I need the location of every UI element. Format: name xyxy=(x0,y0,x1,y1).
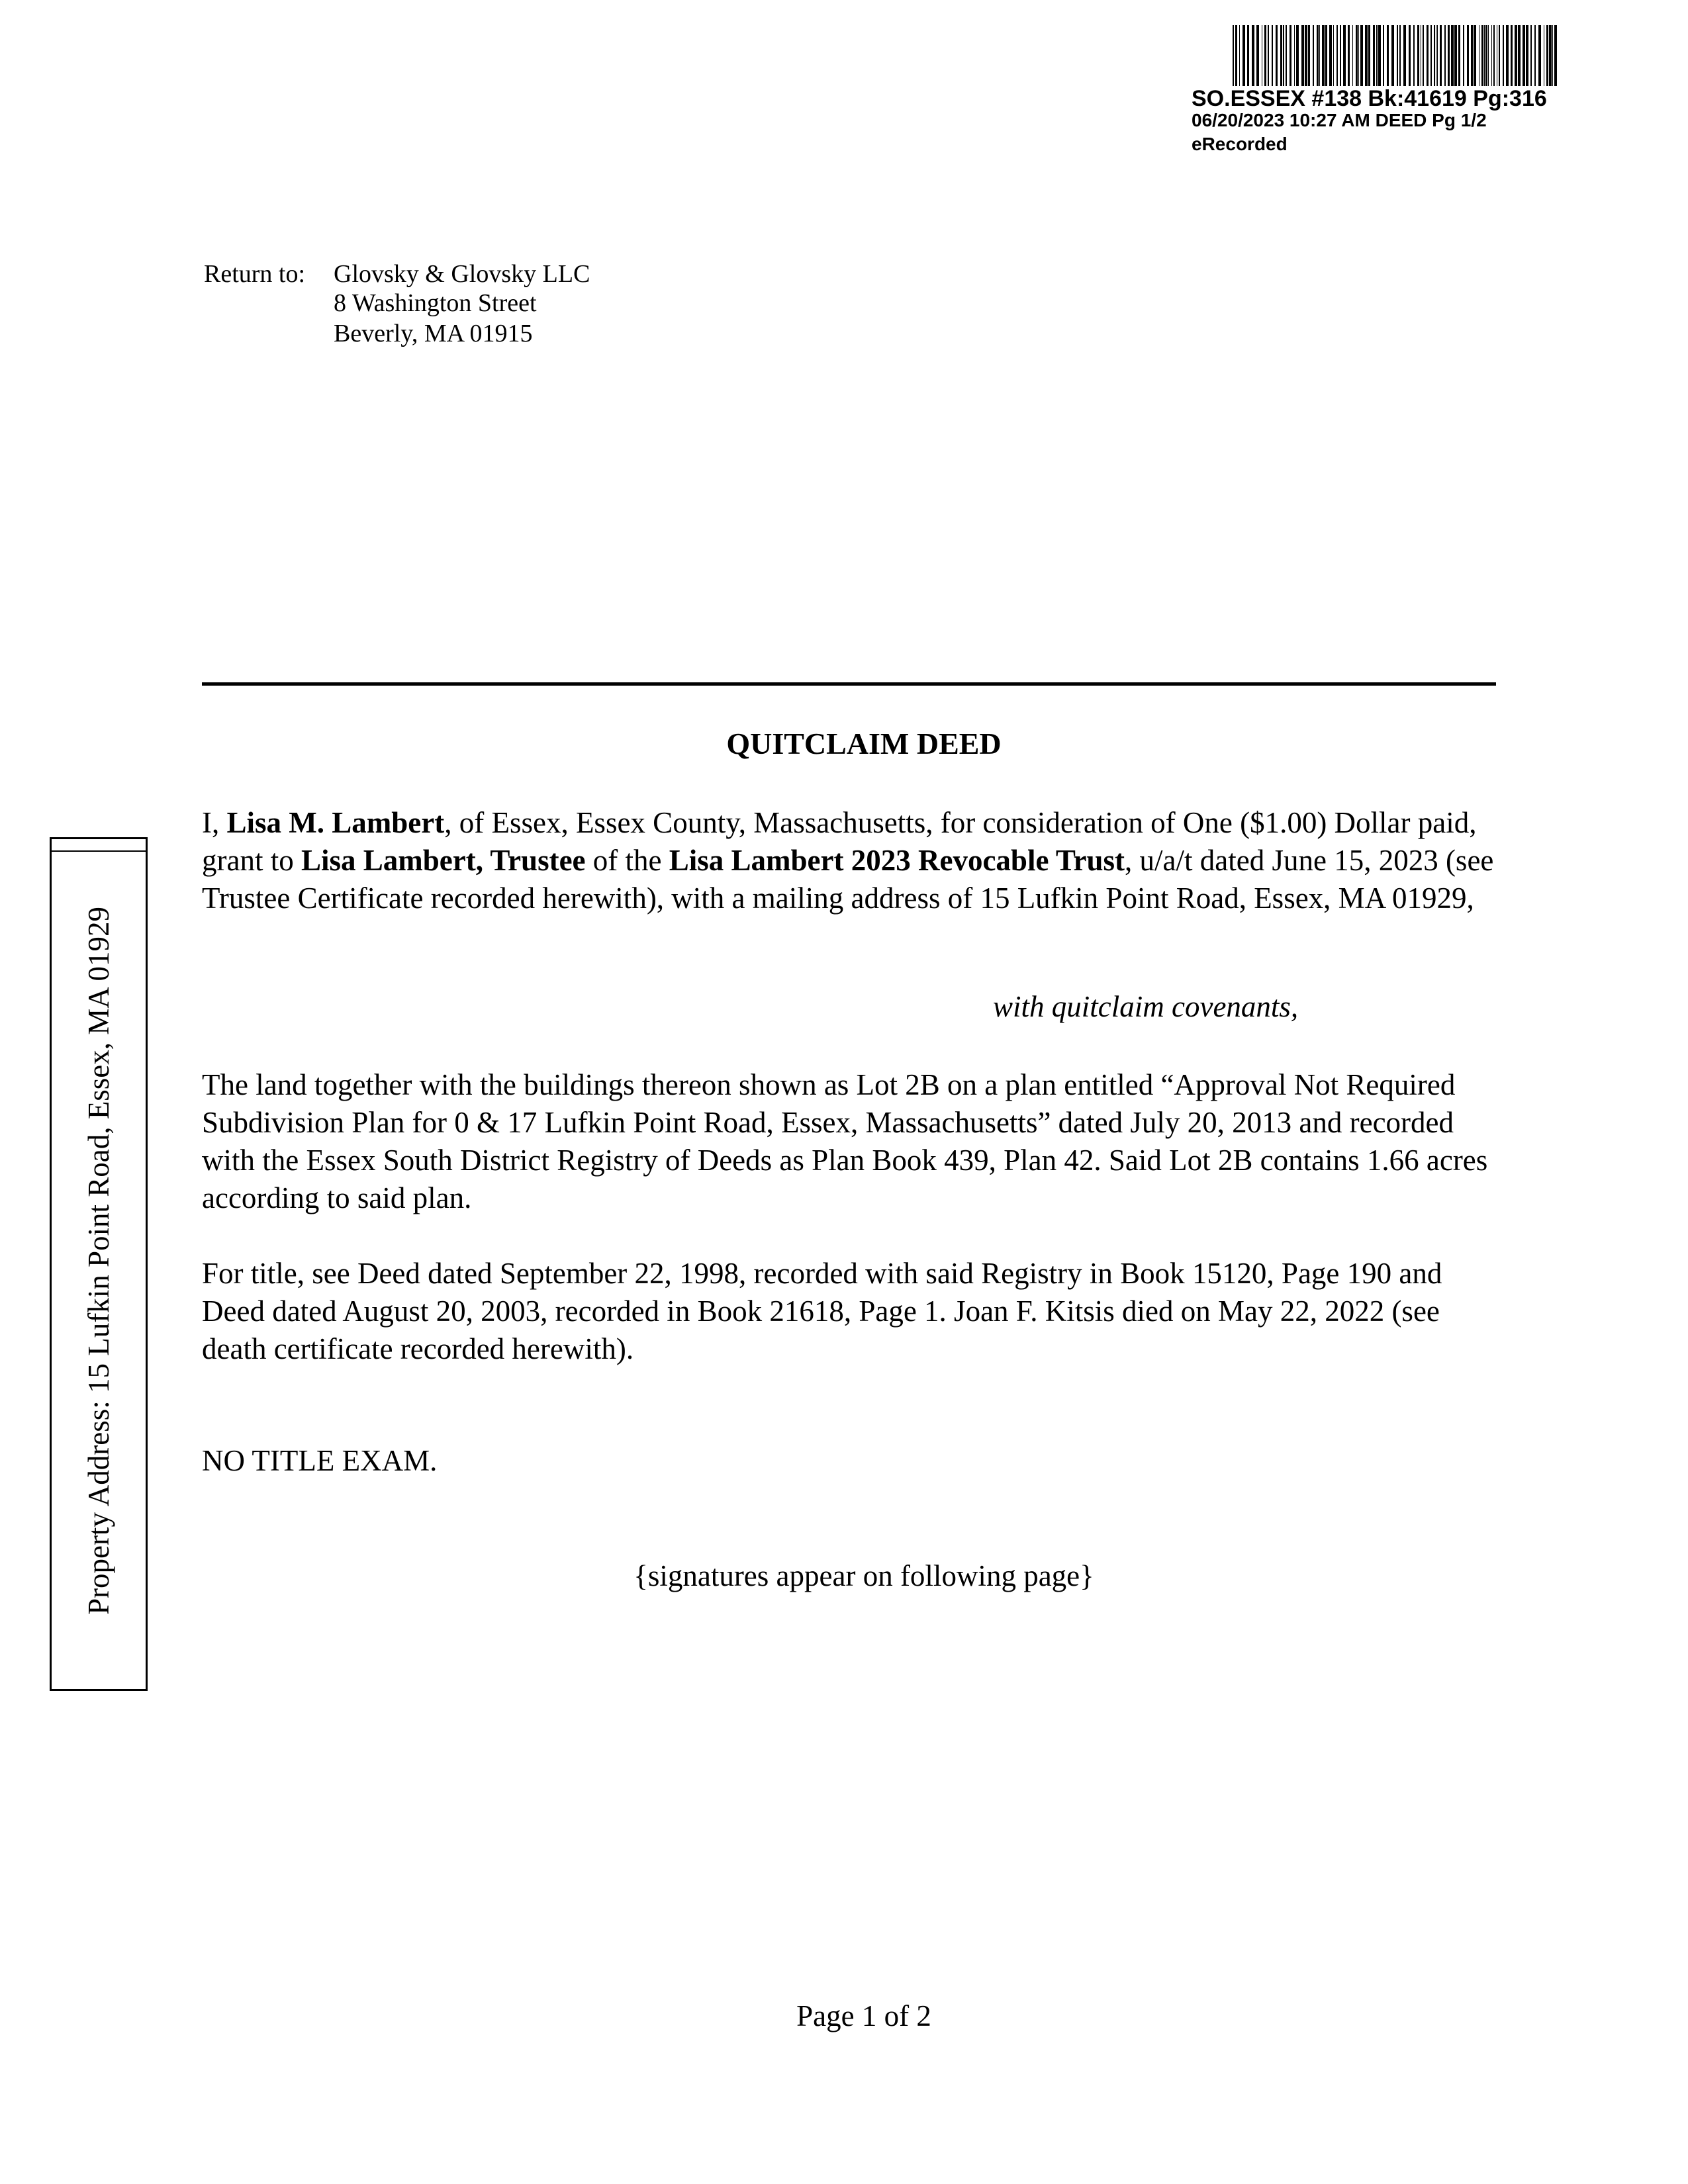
page-number xyxy=(0,1999,1688,2033)
barcode-bar xyxy=(1403,25,1406,86)
barcode-bar xyxy=(1430,25,1432,86)
barcode-bar xyxy=(1437,25,1438,86)
return-to-street: 8 Washington Street xyxy=(334,289,537,317)
barcode-bar xyxy=(1289,25,1291,86)
barcode-bar xyxy=(1467,25,1469,86)
return-to-label: Return to: xyxy=(204,260,306,288)
barcode-bar xyxy=(1427,25,1429,86)
barcode-bar xyxy=(1365,25,1368,86)
grant-text-2: , of Essex, Essex County, Massachusetts, for consideration of One ($1.00) Dollar paid, grant to xyxy=(202,806,1477,877)
barcode-bar xyxy=(1481,25,1483,86)
barcode-bar xyxy=(1499,25,1500,86)
barcode-bar xyxy=(1491,25,1492,86)
barcode-bar xyxy=(1319,25,1320,86)
barcode-bar xyxy=(1264,25,1266,86)
barcode-bar xyxy=(1383,25,1384,86)
barcode-bar xyxy=(1296,25,1299,86)
horizontal-divider xyxy=(202,682,1496,686)
barcode-bar xyxy=(1352,25,1353,86)
covenants-clause: with quitclaim covenants, xyxy=(993,990,1299,1023)
grantee-name: Lisa Lambert, Trustee xyxy=(301,844,586,877)
barcode-bar xyxy=(1423,25,1424,86)
barcode-bar xyxy=(1511,25,1513,86)
barcode-bar xyxy=(1305,25,1307,86)
grantor-name: Lisa M. Lambert xyxy=(226,806,445,839)
page-number-text: Page 1 of 2 xyxy=(796,1999,931,2032)
barcode-bar xyxy=(1471,25,1473,86)
signatures-note-text: {signatures appear on following page} xyxy=(633,1559,1094,1592)
barcode-bar xyxy=(1534,25,1536,86)
grant-text-1: I, xyxy=(202,806,227,839)
document-title xyxy=(0,726,1688,761)
barcode-bar xyxy=(1493,25,1495,86)
barcode-bar xyxy=(1256,25,1259,86)
barcode-bar xyxy=(1286,25,1287,86)
barcode-bar xyxy=(1322,25,1325,86)
barcode-bar xyxy=(1503,25,1504,86)
barcode-bar xyxy=(1515,25,1517,86)
grant-text-4: , u/a/t dated June 15, 2023 (see Trustee Certificate recorded herewith), with a mailing address of 15 Lufkin Point Road, Essex, MA 01929, xyxy=(202,844,1494,915)
barcode-bar xyxy=(1399,25,1401,86)
land-description-paragraph: The land together with the buildings thereon shown as Lot 2B on a plan entitled “Approval Not Required Subdivision Plan for 0 & 17 Lufkin Point Road, Essex, Massachusetts” dated July 20, 2013 and recorded with the Essex South District Registry of Deeds as Plan Book 439, Plan 42. Said Lot 2B contains 1.66 acres according to said plan. xyxy=(202,1068,1488,1214)
barcode-bar xyxy=(1523,25,1525,86)
barcode-bar xyxy=(1417,25,1419,86)
recording-stamp-datetime: 06/20/2023 10:27 AM DEED Pg 1/2 xyxy=(1192,110,1487,130)
barcode-bar xyxy=(1444,25,1446,86)
property-address-box-rule xyxy=(50,850,148,852)
return-to-city: Beverly, MA 01915 xyxy=(334,320,533,347)
barcode-bar xyxy=(1329,25,1332,86)
barcode-bar xyxy=(1235,25,1237,86)
barcode-bar xyxy=(1333,25,1334,86)
barcode-bar xyxy=(1391,25,1394,86)
barcode-bar xyxy=(1458,25,1460,86)
barcode-bar xyxy=(1474,25,1476,86)
barcode-bar xyxy=(1530,25,1532,86)
barcode-bar xyxy=(1276,25,1278,86)
barcode-bar xyxy=(1549,25,1552,86)
barcode-bar xyxy=(1317,25,1319,86)
barcode-bar xyxy=(1463,25,1464,86)
barcode-bar xyxy=(1268,25,1269,86)
barcode-bar xyxy=(1484,25,1485,86)
barcode-bar xyxy=(1252,25,1254,86)
barcode-bar xyxy=(1506,25,1509,86)
barcode-bar xyxy=(1409,25,1411,86)
title-reference-paragraph: For title, see Deed dated September 22, 1998, recorded with said Registry in Book 15120, Page 190 and Deed dated August 20, 2003, recorded in Book 21618, Page 1. Joan F. Kitsis died on May 22, 2022 (see death certificate recorded herewith). xyxy=(202,1257,1442,1365)
barcode-bar xyxy=(1454,25,1457,86)
barcode-bar xyxy=(1397,25,1398,86)
barcode-bar xyxy=(1343,25,1346,86)
recording-stamp-book-page: SO.ESSEX #138 Bk:41619 Pg:316 xyxy=(1192,86,1547,111)
document-title-text: QUITCLAIM DEED xyxy=(726,727,1002,760)
barcode-bar xyxy=(1233,25,1234,86)
barcode-bar xyxy=(1488,25,1489,86)
barcode-bar xyxy=(1301,25,1304,86)
barcode-bar xyxy=(1308,25,1310,86)
barcode-bar xyxy=(1243,25,1245,86)
barcode-bar xyxy=(1485,25,1487,86)
grant-text-3: of the xyxy=(585,844,669,877)
barcode-bar xyxy=(1546,25,1548,86)
barcode-bar xyxy=(1358,25,1359,86)
barcode-bar xyxy=(1348,25,1350,86)
barcode-bar xyxy=(1280,25,1282,86)
barcode-bar xyxy=(1360,25,1363,86)
barcode-bar xyxy=(1340,25,1341,86)
barcode-bar xyxy=(1378,25,1381,86)
barcode-bar xyxy=(1368,25,1370,86)
trust-name: Lisa Lambert 2023 Revocable Trust xyxy=(669,844,1125,877)
barcode-bar xyxy=(1440,25,1442,86)
barcode-bar xyxy=(1325,25,1327,86)
barcode-bar xyxy=(1538,25,1541,86)
barcode-bar xyxy=(1448,25,1450,86)
property-address-text: Property Address: 15 Lufkin Point Road, Essex, MA 01929 xyxy=(82,907,115,1615)
barcode-image xyxy=(1233,25,1560,86)
barcode-bar xyxy=(1451,25,1454,86)
barcode-bar xyxy=(1283,25,1284,86)
barcode-bar xyxy=(1434,25,1435,86)
barcode-bar xyxy=(1272,25,1273,86)
barcode-bar xyxy=(1373,25,1375,86)
barcode-bar xyxy=(1239,25,1240,86)
barcode-bar xyxy=(1313,25,1314,86)
barcode-bar xyxy=(1376,25,1378,86)
barcode-bar xyxy=(1413,25,1415,86)
barcode-bar xyxy=(1518,25,1521,86)
no-title-exam-note: NO TITLE EXAM. xyxy=(202,1444,438,1477)
grant-paragraph xyxy=(202,804,1499,917)
barcode-bar xyxy=(1247,25,1249,86)
barcode-bar xyxy=(1554,25,1557,86)
barcode-bar xyxy=(1294,25,1295,86)
barcode-bar xyxy=(1387,25,1389,86)
return-to-firm: Glovsky & Glovsky LLC xyxy=(334,260,590,288)
barcode-bar xyxy=(1336,25,1338,86)
barcode-bar xyxy=(1526,25,1528,86)
recording-stamp-method: eRecorded xyxy=(1192,134,1288,154)
barcode-bar xyxy=(1552,25,1553,86)
signatures-note xyxy=(0,1559,1688,1593)
barcode-bar xyxy=(1356,25,1358,86)
